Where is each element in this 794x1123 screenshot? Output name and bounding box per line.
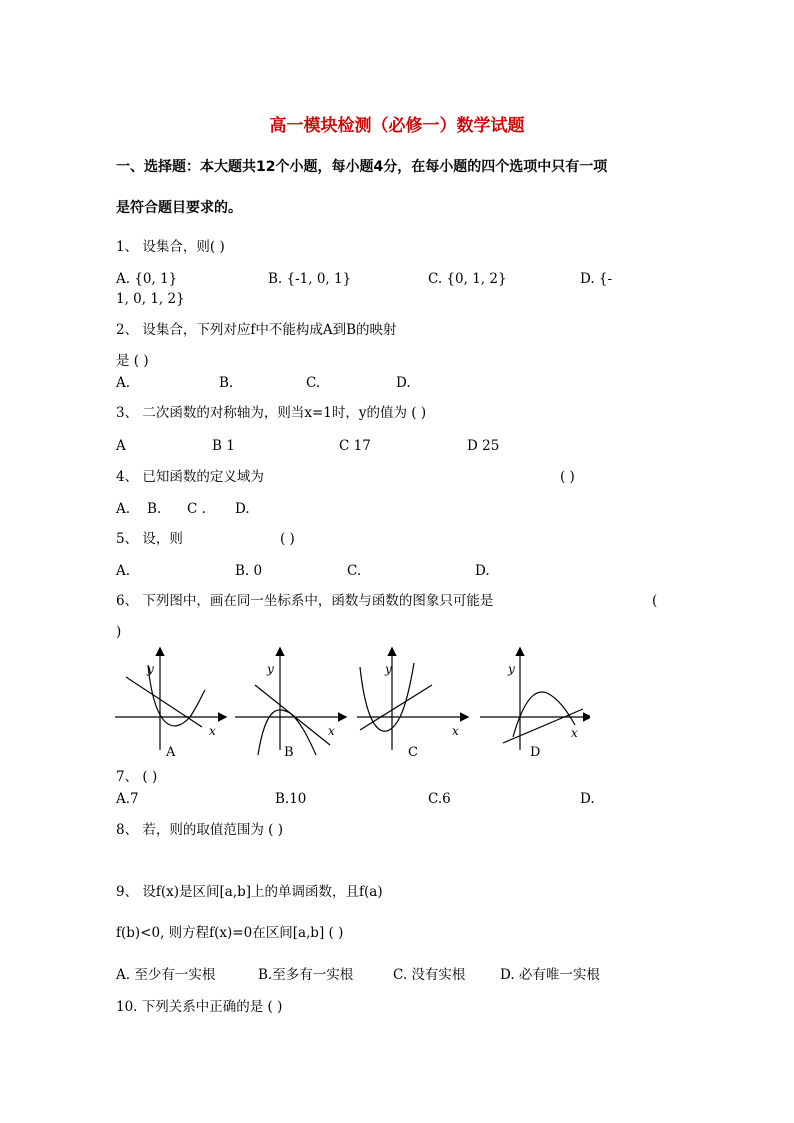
q7-option-a: A.7	[116, 791, 139, 807]
q8-stem: 8、 若，则的取值范围为 ( )	[116, 822, 283, 838]
graph-b-line	[255, 685, 330, 745]
q2-option-a: A.	[116, 375, 131, 391]
q5-option-b: B. 0	[235, 563, 263, 579]
q7-option-d: D.	[580, 791, 595, 807]
q4-option-b: B.	[147, 501, 162, 517]
graph-b-x-label: x	[328, 724, 335, 738]
graph-c	[357, 649, 467, 760]
graph-b-y-label: y	[267, 662, 274, 676]
q2-stem-cont: 是 ( )	[116, 353, 149, 369]
q5-stem: 5、 设，则	[116, 531, 183, 547]
q9-stem-cont: f(b)<0, 则方程f(x)=0在区间[a,b] ( )	[116, 925, 344, 941]
q1-option-c: C. {0, 1, 2}	[428, 271, 507, 287]
q4-option-a: A.	[116, 501, 131, 517]
graph-c-label: C	[408, 745, 418, 760]
graph-a-x-label: x	[209, 724, 216, 738]
q10-stem: 10. 下列关系中正确的是 ( )	[116, 999, 283, 1015]
q5-option-a: A.	[116, 563, 131, 579]
q2-option-b: B.	[219, 375, 234, 391]
q6-stem: 6、 下列图中，画在同一坐标系中，函数与函数的图象只可能是	[116, 593, 494, 609]
q5-option-d: D.	[475, 563, 490, 579]
q2-option-c: C.	[306, 375, 321, 391]
page-title: 高一模块检测（必修一）数学试题	[269, 116, 525, 136]
graph-c-y-label: y	[385, 662, 392, 676]
graph-d-x-label: x	[571, 726, 578, 740]
q9-option-a: A. 至少有一实根	[116, 967, 216, 983]
q4-stem: 4、 已知函数的定义域为	[116, 469, 264, 485]
graph-d-y-label: y	[508, 662, 515, 676]
graph-d-label: D	[530, 745, 541, 760]
q1-option-a: A. {0, 1}	[116, 271, 178, 287]
q4-answer-paren: ( )	[560, 469, 575, 485]
q7-option-b: B.10	[275, 791, 307, 807]
q9-option-b: B.至多有一实根	[258, 967, 354, 983]
graph-b	[235, 649, 345, 760]
graph-a-line	[126, 677, 202, 727]
q2-option-d: D.	[396, 375, 411, 391]
q9-option-c: C. 没有实根	[393, 967, 466, 983]
q7-option-c: C.6	[428, 791, 451, 807]
q1-option-b: B. {-1, 0, 1}	[268, 271, 352, 287]
q2-stem: 2、 设集合，下列对应f中不能构成A到B的映射	[116, 322, 397, 338]
q9-option-d: D. 必有唯一实根	[500, 967, 600, 983]
q3-option-b: B 1	[212, 438, 235, 454]
graph-b-label: B	[284, 745, 294, 760]
q3-stem: 3、 二次函数的对称轴为，则当x=1时，y的值为 ( )	[116, 405, 427, 421]
q5-answer-paren: ( )	[280, 531, 295, 547]
graph-a-label: A	[166, 745, 176, 760]
q4-option-d: D.	[235, 501, 250, 517]
q3-option-c: C 17	[339, 438, 371, 454]
graph-a	[115, 649, 225, 760]
q1-option-d: D. {-	[580, 271, 613, 287]
graph-d-curve	[513, 692, 575, 737]
q7-stem: 7、 ( )	[116, 769, 158, 785]
graph-c-x-label: x	[452, 724, 459, 738]
q5-option-c: C.	[347, 563, 362, 579]
q3-option-a: A	[116, 438, 126, 454]
q6-answer-paren-open: (	[652, 593, 658, 609]
graph-a-y-label: y	[147, 662, 154, 676]
q4-option-c: C .	[187, 501, 206, 517]
q1-stem: 1、 设集合，则( )	[116, 239, 225, 255]
graph-d	[480, 649, 590, 760]
q6-graphs	[110, 645, 590, 760]
section-heading-line1: 一、选择题：本大题共12个小题，每小题4分，在每小题的四个选项中只有一项	[116, 159, 608, 175]
q1-option-d-wrap: 1, 0, 1, 2}	[116, 291, 185, 307]
section-heading-line2: 是符合题目要求的。	[116, 200, 242, 216]
q6-answer-paren-close: )	[116, 624, 122, 640]
q3-option-d: D 25	[467, 438, 500, 454]
q9-stem: 9、 设f(x)是区间[a,b]上的单调函数，且f(a)	[116, 884, 383, 900]
